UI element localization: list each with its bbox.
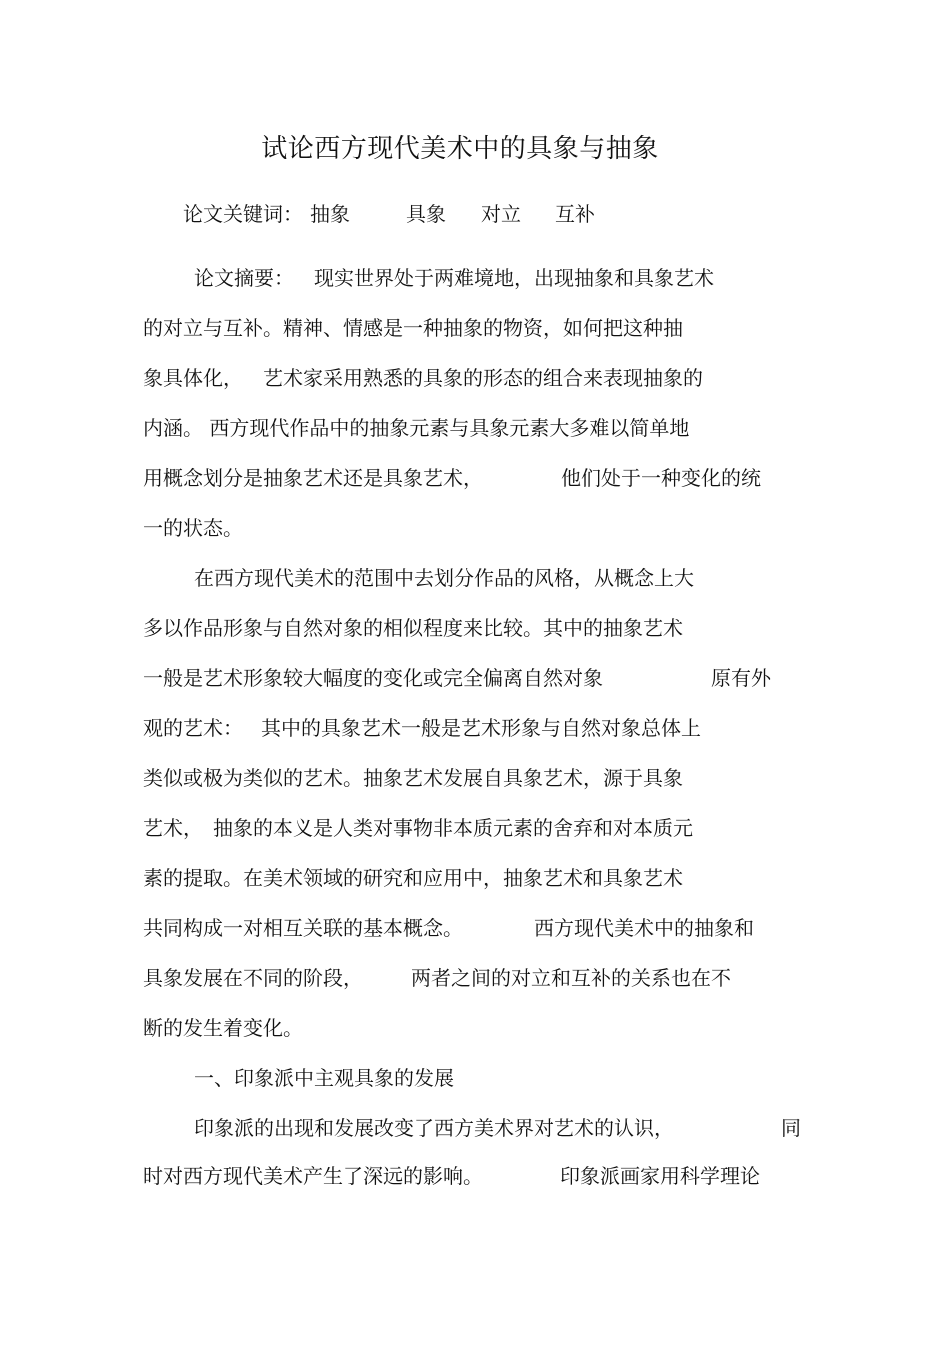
keyword-item: 对立 xyxy=(481,202,521,226)
text-segment: 观的艺术： xyxy=(143,716,243,740)
section-heading-text: 一、印象派中主观具象的发展 xyxy=(194,1066,454,1090)
text-segment: 其中的具象艺术一般是艺术形象与自然对象总体上 xyxy=(261,716,701,740)
text-segment: 多以作品形象与自然对象的相似程度来比较。其中的抽象艺术 xyxy=(143,616,683,640)
text-segment: 在西方现代美术的范围中去划分作品的风格，从概念上大 xyxy=(194,566,694,590)
text-segment: 一般是艺术形象较大幅度的变化或完全偏离自然对象 xyxy=(143,666,603,690)
text-segment: 艺术， xyxy=(143,816,203,840)
keywords-label: 论文关键词： xyxy=(183,202,303,226)
text-segment: 的对立与互补。精神、情感是一种抽象的物资，如何把这种抽 xyxy=(143,316,683,340)
keyword-item: 具象 xyxy=(406,202,446,226)
text-segment: 一的状态。 xyxy=(143,516,243,540)
text-segment: 印象派画家用科学理论 xyxy=(560,1164,760,1188)
keyword-item: 抽象 xyxy=(310,202,350,226)
text-segment: 象具体化， xyxy=(143,366,243,390)
text-segment: 时对西方现代美术产生了深远的影响。 xyxy=(143,1164,483,1188)
text-segment: 他们处于一种变化的统 xyxy=(561,466,761,490)
text-segment: 两者之间的对立和互补的关系也在不 xyxy=(411,966,731,990)
text-segment: 断的发生着变化。 xyxy=(143,1016,303,1040)
document-title: 试论西方现代美术中的具象与抽象 xyxy=(261,134,659,164)
abstract-label: 论文摘要： xyxy=(194,266,294,290)
text-segment: 内涵。 西方现代作品中的抽象元素与具象元素大多难以简单地 xyxy=(143,416,690,440)
text-segment: 共同构成一对相互关联的基本概念。 xyxy=(143,916,463,940)
text-segment: 素的提取。在美术领域的研究和应用中，抽象艺术和具象艺术 xyxy=(143,866,683,890)
text-segment: 抽象的本义是人类对事物非本质元素的舍弃和对本质元 xyxy=(213,816,693,840)
text-segment: 类似或极为类似的艺术。抽象艺术发展自具象艺术，源于具象 xyxy=(143,766,683,790)
text-segment: 具象发展在不同的阶段， xyxy=(143,966,363,990)
text-segment: 用概念划分是抽象艺术还是具象艺术， xyxy=(143,466,483,490)
text-segment: 艺术家采用熟悉的具象的形态的组合来表现抽象的 xyxy=(263,366,703,390)
text-segment: 同 xyxy=(781,1116,801,1140)
text-segment: 现实世界处于两难境地，出现抽象和具象艺术 xyxy=(314,266,714,290)
keyword-item: 互补 xyxy=(555,202,595,226)
text-segment: 印象派的出现和发展改变了西方美术界对艺术的认识， xyxy=(194,1116,674,1140)
text-segment: 原有外 xyxy=(711,666,771,690)
text-segment: 西方现代美术中的抽象和 xyxy=(534,916,754,940)
